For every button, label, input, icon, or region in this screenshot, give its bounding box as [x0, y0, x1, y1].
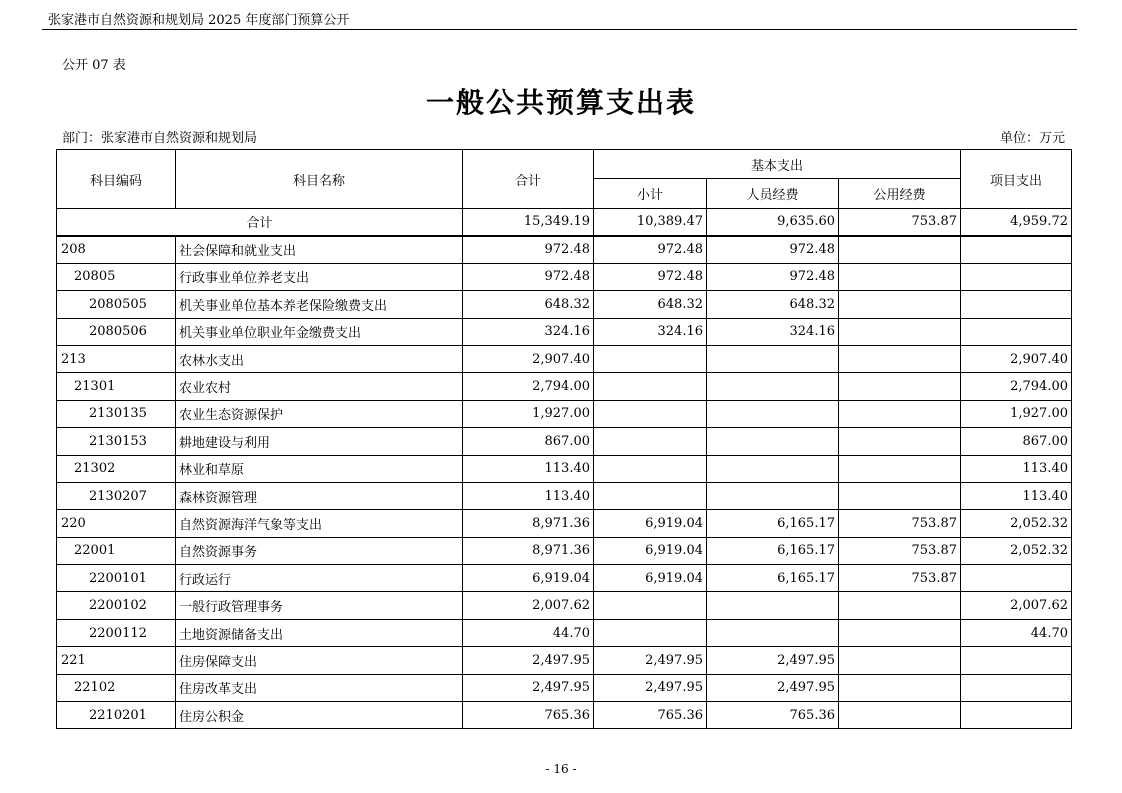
unit-label: 单位：万元 — [999, 131, 1065, 146]
cell-total: 1,927.00 — [463, 400, 594, 427]
cell-total: 972.48 — [463, 236, 594, 263]
cell-total: 2,907.40 — [463, 345, 594, 372]
cell-code: 2130135 — [57, 400, 176, 427]
cell-total: 44.70 — [463, 619, 594, 646]
cell-public — [839, 236, 961, 263]
cell-name: 社会保障和就业支出 — [176, 236, 463, 263]
cell-name: 土地资源储备支出 — [176, 619, 463, 646]
cell-code: 2200112 — [57, 619, 176, 646]
table-row — [57, 482, 1072, 509]
cell-public: 753.87 — [839, 565, 961, 592]
cell-public — [839, 400, 961, 427]
cell-code: 220 — [57, 510, 176, 537]
cell-name: 行政事业单位养老支出 — [176, 263, 463, 290]
page-number: - 16 - — [545, 762, 577, 776]
table-row — [57, 674, 1072, 701]
cell-total: 2,007.62 — [463, 592, 594, 619]
table-row — [57, 592, 1072, 619]
header-project: 项目支出 — [961, 150, 1072, 209]
total-project: 4,959.72 — [961, 209, 1072, 236]
department-label: 部门：张家港市自然资源和规划局 — [62, 131, 258, 146]
header-subtotal: 小计 — [594, 179, 707, 209]
cell-project — [961, 674, 1072, 701]
table-row — [57, 318, 1072, 345]
header-public: 公用经费 — [839, 179, 961, 209]
cell-public: 753.87 — [839, 537, 961, 564]
cell-subtotal: 324.16 — [594, 318, 707, 345]
table-number: 公开 07 表 — [62, 58, 126, 73]
cell-personnel — [707, 428, 839, 455]
table-row — [57, 702, 1072, 729]
cell-public — [839, 373, 961, 400]
cell-personnel: 6,165.17 — [707, 565, 839, 592]
cell-name: 农业农村 — [176, 373, 463, 400]
cell-personnel: 765.36 — [707, 702, 839, 729]
cell-subtotal: 2,497.95 — [594, 674, 707, 701]
cell-personnel — [707, 373, 839, 400]
cell-total: 867.00 — [463, 428, 594, 455]
cell-code: 2130153 — [57, 428, 176, 455]
cell-public: 753.87 — [839, 510, 961, 537]
cell-name: 住房改革支出 — [176, 674, 463, 701]
cell-total: 765.36 — [463, 702, 594, 729]
table-row — [57, 537, 1072, 564]
header-code: 科目编码 — [57, 150, 176, 209]
cell-subtotal: 6,919.04 — [594, 565, 707, 592]
cell-subtotal: 765.36 — [594, 702, 707, 729]
cell-personnel — [707, 455, 839, 482]
total-personnel: 9,635.60 — [707, 209, 839, 236]
table-header — [57, 150, 1072, 209]
cell-personnel — [707, 619, 839, 646]
table-row — [57, 263, 1072, 290]
cell-total: 8,971.36 — [463, 510, 594, 537]
cell-code: 2080506 — [57, 318, 176, 345]
cell-personnel: 324.16 — [707, 318, 839, 345]
cell-total: 972.48 — [463, 263, 594, 290]
cell-total: 8,971.36 — [463, 537, 594, 564]
cell-code: 22001 — [57, 537, 176, 564]
cell-personnel: 972.48 — [707, 263, 839, 290]
cell-personnel — [707, 482, 839, 509]
cell-total: 6,919.04 — [463, 565, 594, 592]
cell-total: 648.32 — [463, 291, 594, 318]
cell-project: 2,794.00 — [961, 373, 1072, 400]
cell-name: 住房公积金 — [176, 702, 463, 729]
cell-public — [839, 455, 961, 482]
cell-subtotal: 6,919.04 — [594, 510, 707, 537]
cell-public — [839, 702, 961, 729]
cell-name: 一般行政管理事务 — [176, 592, 463, 619]
cell-name: 自然资源海洋气象等支出 — [176, 510, 463, 537]
cell-code: 2130207 — [57, 482, 176, 509]
cell-subtotal: 2,497.95 — [594, 647, 707, 674]
cell-personnel: 648.32 — [707, 291, 839, 318]
cell-project — [961, 291, 1072, 318]
cell-public — [839, 318, 961, 345]
cell-name: 农林水支出 — [176, 345, 463, 372]
cell-subtotal — [594, 455, 707, 482]
cell-total: 2,497.95 — [463, 647, 594, 674]
total-label: 合计 — [57, 209, 463, 236]
cell-code: 21301 — [57, 373, 176, 400]
cell-code: 208 — [57, 236, 176, 263]
cell-name: 自然资源事务 — [176, 537, 463, 564]
cell-subtotal — [594, 619, 707, 646]
cell-subtotal — [594, 482, 707, 509]
cell-project — [961, 702, 1072, 729]
header-rule — [42, 29, 1077, 30]
cell-subtotal — [594, 428, 707, 455]
cell-project — [961, 318, 1072, 345]
cell-subtotal: 972.48 — [594, 263, 707, 290]
cell-code: 2200102 — [57, 592, 176, 619]
cell-code: 2200101 — [57, 565, 176, 592]
total-total: 15,349.19 — [463, 209, 594, 236]
cell-public — [839, 291, 961, 318]
total-row — [57, 209, 1072, 236]
cell-public — [839, 428, 961, 455]
cell-project — [961, 565, 1072, 592]
table-row — [57, 373, 1072, 400]
cell-total: 113.40 — [463, 455, 594, 482]
cell-public — [839, 482, 961, 509]
table-row — [57, 510, 1072, 537]
table-row — [57, 647, 1072, 674]
cell-name: 森林资源管理 — [176, 482, 463, 509]
table-row — [57, 400, 1072, 427]
header-personnel: 人员经费 — [707, 179, 839, 209]
cell-public — [839, 592, 961, 619]
cell-project: 2,052.32 — [961, 537, 1072, 564]
cell-project: 113.40 — [961, 455, 1072, 482]
cell-code: 2210201 — [57, 702, 176, 729]
cell-total: 2,497.95 — [463, 674, 594, 701]
page-title: 一般公共预算支出表 — [425, 86, 696, 119]
cell-personnel: 6,165.17 — [707, 510, 839, 537]
cell-code: 221 — [57, 647, 176, 674]
cell-public — [839, 674, 961, 701]
cell-code: 21302 — [57, 455, 176, 482]
cell-project: 113.40 — [961, 482, 1072, 509]
table-row — [57, 455, 1072, 482]
cell-project: 2,007.62 — [961, 592, 1072, 619]
cell-public — [839, 345, 961, 372]
cell-total: 2,794.00 — [463, 373, 594, 400]
running-header: 张家港市自然资源和规划局 2025 年度部门预算公开 — [48, 13, 350, 28]
cell-personnel — [707, 592, 839, 619]
table-row — [57, 619, 1072, 646]
table-body — [57, 209, 1072, 729]
cell-subtotal: 6,919.04 — [594, 537, 707, 564]
cell-subtotal — [594, 400, 707, 427]
table-row — [57, 428, 1072, 455]
cell-code: 22102 — [57, 674, 176, 701]
table-row — [57, 236, 1072, 263]
cell-name: 耕地建设与利用 — [176, 428, 463, 455]
cell-name: 机关事业单位基本养老保险缴费支出 — [176, 291, 463, 318]
cell-personnel: 2,497.95 — [707, 647, 839, 674]
cell-subtotal — [594, 592, 707, 619]
cell-personnel — [707, 400, 839, 427]
cell-total: 324.16 — [463, 318, 594, 345]
cell-public — [839, 619, 961, 646]
cell-subtotal — [594, 345, 707, 372]
cell-code: 213 — [57, 345, 176, 372]
cell-personnel — [707, 345, 839, 372]
table-row — [57, 565, 1072, 592]
cell-name: 住房保障支出 — [176, 647, 463, 674]
total-public: 753.87 — [839, 209, 961, 236]
cell-project: 1,927.00 — [961, 400, 1072, 427]
cell-subtotal — [594, 373, 707, 400]
header-total: 合计 — [463, 150, 594, 209]
cell-public — [839, 647, 961, 674]
cell-project — [961, 647, 1072, 674]
cell-name: 行政运行 — [176, 565, 463, 592]
header-name: 科目名称 — [176, 150, 463, 209]
header-basic: 基本支出 — [594, 150, 961, 179]
cell-code: 2080505 — [57, 291, 176, 318]
cell-subtotal: 972.48 — [594, 236, 707, 263]
cell-code: 20805 — [57, 263, 176, 290]
cell-personnel: 972.48 — [707, 236, 839, 263]
table-row — [57, 291, 1072, 318]
cell-total: 113.40 — [463, 482, 594, 509]
budget-table — [56, 149, 1072, 729]
cell-personnel: 2,497.95 — [707, 674, 839, 701]
cell-project — [961, 263, 1072, 290]
cell-personnel: 6,165.17 — [707, 537, 839, 564]
cell-project: 2,052.32 — [961, 510, 1072, 537]
cell-subtotal: 648.32 — [594, 291, 707, 318]
cell-public — [839, 263, 961, 290]
cell-project: 867.00 — [961, 428, 1072, 455]
cell-name: 林业和草原 — [176, 455, 463, 482]
cell-project — [961, 236, 1072, 263]
table-row — [57, 345, 1072, 372]
total-subtotal: 10,389.47 — [594, 209, 707, 236]
cell-project: 44.70 — [961, 619, 1072, 646]
cell-project: 2,907.40 — [961, 345, 1072, 372]
cell-name: 农业生态资源保护 — [176, 400, 463, 427]
cell-name: 机关事业单位职业年金缴费支出 — [176, 318, 463, 345]
